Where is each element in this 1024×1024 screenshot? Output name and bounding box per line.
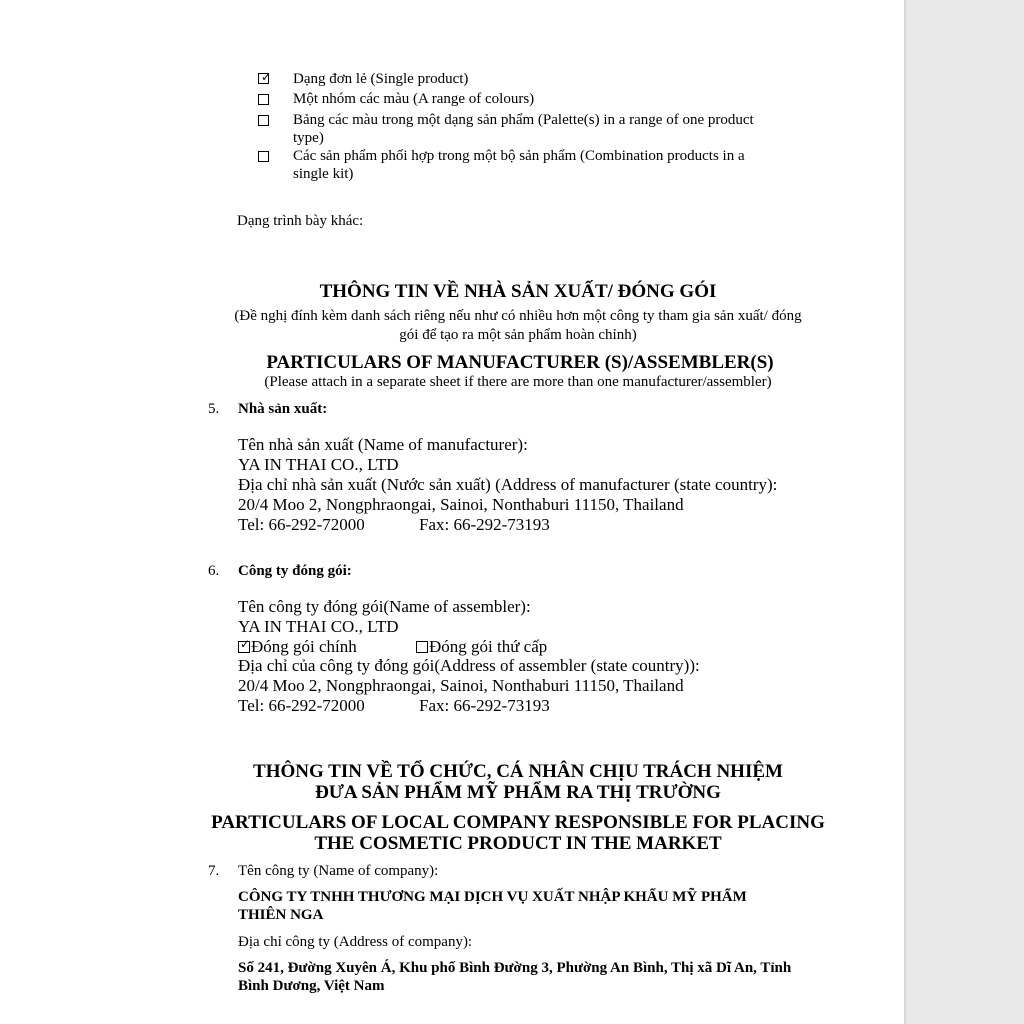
manufacturer-address-value: 20/4 Moo 2, Nongphraongai, Sainoi, Nonthaburi 11150, Thailand bbox=[238, 495, 684, 514]
assembler-tel: Tel: 66-292-72000 bbox=[238, 696, 365, 715]
assembler-address-value: 20/4 Moo 2, Nongphraongai, Sainoi, Nonthaburi 11150, Thailand bbox=[238, 676, 684, 695]
checkbox-range-of-colours[interactable] bbox=[258, 94, 269, 105]
manufacturer-name-value: YA IN THAI CO., LTD bbox=[238, 455, 399, 474]
assembler-address-label: Địa chỉ của công ty đóng gói(Address of assembler (state country)): bbox=[238, 656, 700, 675]
checkbox-secondary-packaging[interactable] bbox=[416, 641, 428, 653]
checkbox-palette[interactable] bbox=[258, 115, 269, 126]
checklist-item-label-cont: type) bbox=[293, 130, 324, 146]
assembler-fax: Fax: 66-292-73193 bbox=[419, 696, 550, 715]
company-name-value-cont: THIÊN NGA bbox=[238, 907, 324, 923]
manufacturer-note-vi-cont: gói để tạo ra một sản phẩm hoàn chỉnh) bbox=[399, 327, 637, 343]
assembler-primary-option[interactable] bbox=[238, 637, 357, 657]
manufacturer-tel: Tel: 66-292-72000 bbox=[238, 515, 365, 534]
company-address-value: Số 241, Đường Xuyên Á, Khu phố Bình Đường 3, Phường An Bình, Thị xã Dĩ An, Tỉnh bbox=[238, 960, 792, 976]
item-number: 6. bbox=[208, 563, 220, 579]
manufacturer-title-en: PARTICULARS OF MANUFACTURER (S)/ASSEMBLER(S) bbox=[266, 352, 774, 373]
company-name-label: Tên công ty (Name of company): bbox=[238, 863, 439, 879]
assembler-name-label: Tên công ty đóng gói(Name of assembler): bbox=[238, 597, 531, 616]
manufacturer-name-label: Tên nhà sản xuất (Name of manufacturer): bbox=[238, 435, 528, 454]
check-mark-icon: ✓ bbox=[240, 637, 251, 651]
company-address-value-cont: Bình Dương, Việt Nam bbox=[238, 978, 385, 994]
assembler-secondary-option[interactable] bbox=[416, 637, 547, 657]
local-company-title-vi: THÔNG TIN VỀ TỔ CHỨC, CÁ NHÂN CHỊU TRÁCH NHIỆM bbox=[253, 761, 783, 782]
primary-packaging-label: Đóng gói chính bbox=[251, 637, 357, 656]
checklist-item-label: Bảng các màu trong một dạng sản phẩm (Palette(s) in a range of one product bbox=[293, 112, 754, 128]
manufacturer-note-en: (Please attach in a separate sheet if there are more than one manufacturer/assembler) bbox=[264, 374, 772, 390]
assembler-name-value: YA IN THAI CO., LTD bbox=[238, 617, 399, 636]
manufacturer-heading: Nhà sản xuất: bbox=[238, 401, 328, 417]
company-address-label: Địa chỉ công ty (Address of company): bbox=[238, 934, 473, 950]
checklist-item-label: Một nhóm các màu (A range of colours) bbox=[293, 91, 535, 107]
check-mark-icon: ✓ bbox=[261, 70, 272, 84]
local-company-title-en: PARTICULARS OF LOCAL COMPANY RESPONSIBLE FOR PLACING bbox=[211, 812, 825, 833]
local-company-title-vi-cont: ĐƯA SẢN PHẨM MỸ PHẨM RA THỊ TRƯỜNG bbox=[315, 782, 721, 803]
checklist-item-label: Dạng đơn lẻ (Single product) bbox=[293, 71, 469, 87]
page-edge-shadow bbox=[904, 0, 907, 1024]
page-bottom-fade bbox=[0, 1008, 904, 1024]
item-number: 5. bbox=[208, 401, 220, 417]
manufacturer-note-vi: (Đề nghị đính kèm danh sách riêng nếu như có nhiều hơn một công ty tham gia sản xuất/ đóng bbox=[234, 308, 802, 324]
secondary-packaging-label: Đóng gói thứ cấp bbox=[429, 637, 548, 656]
local-company-title-en-cont: THE COSMETIC PRODUCT IN THE MARKET bbox=[314, 833, 722, 854]
manufacturer-address-label: Địa chỉ nhà sản xuất (Nước sản xuất) (Address of manufacturer (state country): bbox=[238, 475, 778, 494]
checklist-item-label-cont: single kit) bbox=[293, 166, 354, 182]
other-form-label: Dạng trình bày khác: bbox=[237, 213, 364, 229]
manufacturer-fax: Fax: 66-292-73193 bbox=[419, 515, 550, 534]
checklist-item-label: Các sản phẩm phối hợp trong một bộ sản phẩm (Combination products in a bbox=[293, 148, 745, 164]
manufacturer-title-vi: THÔNG TIN VỀ NHÀ SẢN XUẤT/ ĐÓNG GÓI bbox=[319, 281, 717, 302]
checkbox-combination-products[interactable] bbox=[258, 151, 269, 162]
checkbox-primary-packaging[interactable] bbox=[238, 637, 251, 653]
company-name-value: CÔNG TY TNHH THƯƠNG MẠI DỊCH VỤ XUẤT NHẬP KHẨU MỸ PHẨM bbox=[238, 889, 747, 905]
assembler-heading: Công ty đóng gói: bbox=[238, 563, 352, 579]
checkbox-single-product[interactable] bbox=[258, 70, 272, 84]
item-number: 7. bbox=[208, 863, 220, 879]
